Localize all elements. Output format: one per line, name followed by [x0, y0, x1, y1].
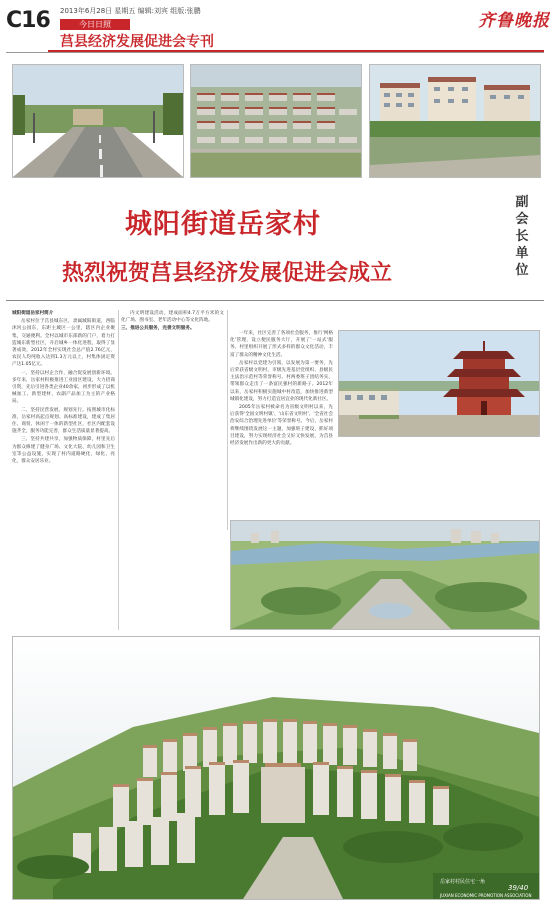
article-subheading: 三、推进公共服务，完善文明服务。 — [121, 326, 195, 332]
sponsor-title: 副会长单位 — [515, 195, 529, 278]
column-divider — [227, 310, 228, 530]
article-column-2 — [121, 310, 224, 632]
page-number: C16 — [6, 8, 50, 33]
date-line: 2013年6月28日 星期五 编辑:刘宾 组版:张鹏 — [60, 7, 201, 15]
headline-sub: 热烈祝贺莒县经济发展促进会成立 — [62, 260, 393, 286]
photo-residential — [369, 64, 541, 178]
article-paragraph: 内文明建设活动，建成面积4.7万平方米的文化广场、图书室、老年活动中心等文化阵地。 — [121, 311, 224, 324]
article-subheading: 城阳街道岳家村简介 — [12, 311, 54, 316]
photo-caption-english: JUXIAN ECONOMIC PROMOTION ASSOCIATION — [440, 893, 532, 898]
headline-rule — [6, 300, 544, 301]
article-paragraph: 岳家村以党建为引领，以发展为第一要务，先后荣获省级文明村、市级先进基层党组织、县级民主法治示范村等荣誉称号。村两委班子团结务实，带领群众走出了一条富民强村的新路子。2012年以来，岳家村积极实施城中村改造，加快推进新型城镇化建设，努力打造宜居宜业的现代化新社区。 — [230, 360, 333, 402]
article-paragraph: 一、坚持以村企合作，融合促发展创新环境。多年来，岳家村积极推进工业园区建设，大力招商引资，先后引进各类企业40余家，初步形成了以机械加工、新型建材、农副产品加工为主的产业格局。 — [12, 370, 115, 405]
photo-community-rendering — [12, 636, 540, 900]
article-column-3 — [230, 330, 333, 516]
article-paragraph: 一年来，社区完善了各项社会服务，推行'网格化'管理，设立便民服务大厅，开展了'一站式'服务。村里组织开展了形式多样的群众文化活动，丰富了群众的精神文化生活。 — [230, 331, 333, 358]
section-title: 莒县经济发展促进会专刊 — [60, 34, 214, 50]
photo-caption: 岳家村村民住宅一角 — [440, 879, 486, 885]
headline-main: 城阳街道岳家村 — [125, 209, 321, 240]
article-paragraph: 三、坚持共建共享，加强物质保障，村里先后为群众修建了健身广场、文化大院、幼儿园和卫生室等公益设施，实现了村内道路硬化、绿化、亮化，群众安居乐业。 — [12, 437, 115, 465]
column-divider — [118, 310, 119, 630]
article-paragraph: 二、坚持民营发展、规划先行。按照城市化标准，岳家村高起点规划、高标准建设，建成了集居住、商贸、休闲于一体的新型社区，社区内配套设施齐全，服务功能完善，群众生活质量显著提高。 — [12, 407, 115, 435]
photo-village-aerial — [190, 64, 362, 178]
photo-park-aerial — [230, 520, 540, 630]
header-rule-thin — [6, 52, 544, 53]
article-paragraph: 2005年岳家村被命名为省级文明村以来，先后获得'全国文明村镇'、'山东省文明村'、'全省社会治安综合治理先进单位'等荣誉称号。今后，岳家村将继续围绕发展这一主题，加强班子建设，抓好项目建设，努力实现经济社会又好又快发展，为莒县经济发展作出新的更大的贡献。 — [230, 405, 333, 447]
masthead-logo: 齐鲁晚报 — [478, 11, 550, 31]
article-paragraph: 岳家村位于莒县城东区，隶属城阳街道，西临沭河公园东，东距主城区一公里，辖区内企业聚集，交通便利。全村以城市东部新的门户，着力打造城东新型社区，开启城乡一体化进程，取得了显著成效，2012年全村实现社会总产值2.76亿元，农民人均纯收入达到1.3万元以上，村集体固定资产达1.05亿元。 — [12, 319, 115, 368]
section-tag: 今日日照 — [60, 19, 130, 30]
photo-road — [12, 64, 184, 178]
corner-number: 39/40 — [508, 884, 529, 892]
article-column-1 — [12, 310, 115, 632]
photo-pavilion — [338, 330, 540, 437]
